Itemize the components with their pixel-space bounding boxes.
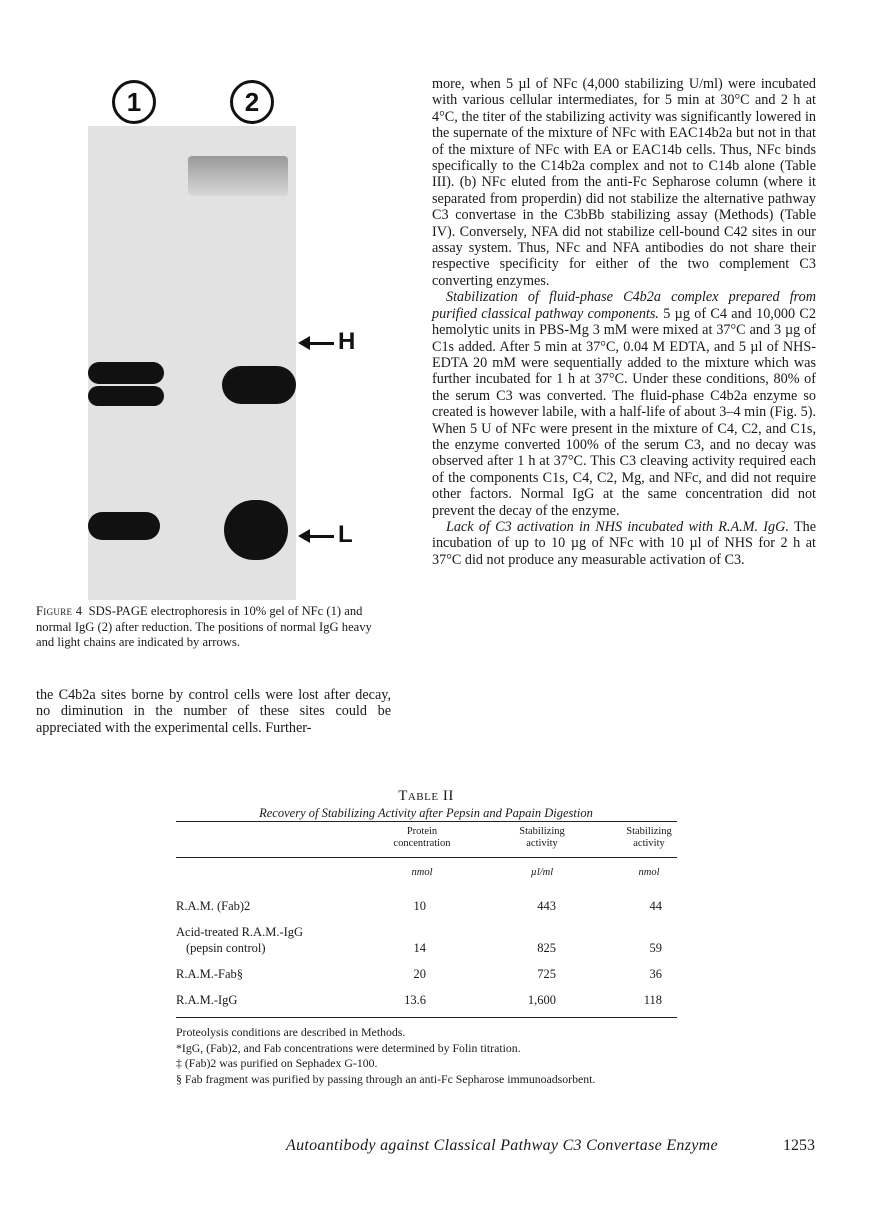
unit-nmol-activity: nmol bbox=[638, 867, 660, 878]
table-row-label: R.A.M.-IgG bbox=[176, 993, 238, 1007]
section-heading-stabilization: Stabilization of fluid-phase C4b2a complex prepared from purified classical pathway components. bbox=[432, 289, 816, 322]
table-title: Table II bbox=[398, 788, 454, 804]
unit-ul-per-ml: µl/ml bbox=[530, 867, 554, 878]
table-cell-activity-nmol: 118 bbox=[643, 993, 662, 1007]
table-cell-protein: 14 bbox=[413, 941, 426, 955]
lane-2-label: 2 bbox=[230, 80, 274, 124]
page-number: 1253 bbox=[783, 1137, 815, 1154]
right-paragraph-2 bbox=[432, 289, 816, 519]
table-row-label: R.A.M.-Fab§ bbox=[176, 967, 244, 981]
right-paragraph-2-body: 5 µg of C4 and 10,000 C2 hemolytic units in PBS-Mg 3 mM were mixed at 37°C and 3 µg of C1s added. After 5 min at 37°C, 0.04 M EDTA, and 5 µl of NHS-EDTA 20 mM were sequentially added to the mixture which was further incubated for 1 h at 37°C. Under these conditions, 80% of the serum C3 was converted. The fluid-phase C4b2a enzyme so created is however labile, with a half-life of about 3–4 min (Fig. 5). When 5 U of NFc were present in the mixture of C4, C2, and C1s, the enzyme converted 100% of the serum C3, and no decay was observed after 1 h at 37°C. This C3 cleaving activity required each of the components C1s, C4, C2, Mg, and NFc, and did not require other factors. Normal IgG at the same concentration did not prevent the decay of the enzyme. bbox=[432, 305, 816, 519]
table-cell-activity-nmol: 44 bbox=[649, 899, 662, 913]
footnote: § Fab fragment was purified by passing through an anti-Fc Sepharose immunoadsorbent. bbox=[176, 1071, 596, 1086]
lane-1-label: 1 bbox=[112, 80, 156, 124]
table-row-label: R.A.M. (Fab)2 bbox=[176, 899, 251, 913]
lane-1-heavy-band-a bbox=[88, 362, 164, 384]
table-cell-activity-ul: 1,600 bbox=[527, 993, 556, 1007]
header-stabilizing-activity-ul: Stabilizing activity bbox=[519, 826, 565, 849]
lane-1-light-band bbox=[88, 512, 160, 540]
header-stabilizing-activity-nmol: Stabilizing activity bbox=[626, 826, 672, 849]
gel-background bbox=[88, 126, 296, 600]
right-paragraph-3 bbox=[432, 519, 816, 568]
right-paragraph-3-body: The incubation of up to 10 µg of NFc with 10 µl of NHS for 2 h at 37°C did not produce any measurable activation of C3. bbox=[432, 518, 816, 568]
caption-label: Figure 4 bbox=[36, 604, 83, 618]
table-cell-protein: 13.6 bbox=[404, 993, 426, 1007]
table-footnotes bbox=[176, 1025, 681, 1087]
table-header-rule bbox=[176, 857, 677, 858]
table-cell-activity-ul: 443 bbox=[537, 899, 556, 913]
table-row-label-continued: (pepsin control) bbox=[186, 941, 266, 955]
table-cell-activity-nmol: 59 bbox=[649, 941, 662, 955]
unit-nmol-protein: nmol bbox=[411, 867, 433, 878]
right-column-text bbox=[432, 76, 816, 568]
table-cell-activity-nmol: 36 bbox=[649, 967, 662, 981]
footnote: ‡ (Fab)2 was purified on Sephadex G-100. bbox=[176, 1056, 378, 1070]
heavy-chain-label: H bbox=[338, 328, 356, 355]
caption-text: SDS-PAGE electrophoresis in 10% gel of NFc (1) and normal IgG (2) after reduction. The positions of normal IgG heavy and light chains are indicated by arrows. bbox=[36, 604, 372, 649]
left-column-text bbox=[36, 687, 391, 736]
table-cell-activity-ul: 825 bbox=[537, 941, 556, 955]
running-title: Autoantibody against Classical Pathway C3 Convertase Enzyme bbox=[286, 1137, 718, 1154]
light-chain-label: L bbox=[338, 521, 353, 548]
section-heading-lack-of-activation: Lack of C3 activation in NHS incubated with R.A.M. IgG. bbox=[446, 518, 789, 535]
figure-4-gel-image bbox=[84, 76, 394, 606]
table-cell-activity-ul: 725 bbox=[537, 967, 556, 981]
figure-caption bbox=[36, 604, 391, 651]
lane-2-light-band bbox=[224, 500, 288, 560]
table-top-rule bbox=[176, 821, 677, 822]
lane-2-upper-smear bbox=[188, 156, 288, 196]
header-protein-concentration: Protein concentration bbox=[393, 826, 451, 849]
heavy-arrow-line bbox=[308, 342, 334, 345]
lane-1-heavy-band-b bbox=[88, 386, 164, 406]
table-bottom-rule bbox=[176, 1017, 677, 1018]
left-paragraph: the C4b2a sites borne by control cells were lost after decay, no diminution in the number of these sites could be appreciated with the experimental cells. Further- bbox=[36, 687, 391, 736]
right-paragraph-1: more, when 5 µl of NFc (4,000 stabilizing U/ml) were incubated with various cellular intermediates, for 5 min at 30°C and 2 h at 4°C, the titer of the stabilizing activity was significantly lowered in the supernate of the mixture of NFc with EAC14b2a but not in that of the mixture of NFc with EA or EAC14b cells. Thus, NFc binds specifically to the C14b2a complex and not to C14b alone (Table III). (b) NFc eluted from the anti-Fc Sepharose column (where it separated from properdin) did not stabilize the alternative pathway C3 convertase in the C3bBb stabilizing assay (Methods) (Table IV). Conversely, NFA did not stabilize cell-bound C42 sites in our assay system. Thus, NFc and NFA antibodies do not share their respective specificity for either of the two complement C3 converting enzymes. bbox=[432, 76, 816, 289]
table-row-label: Acid-treated R.A.M.-IgG bbox=[176, 925, 304, 939]
table-cell-protein: 20 bbox=[413, 967, 426, 981]
footnote: Proteolysis conditions are described in Methods. bbox=[176, 1025, 406, 1039]
footnote: *IgG, (Fab)2, and Fab concentrations were determined by Folin titration. bbox=[176, 1040, 521, 1055]
lane-2-heavy-band bbox=[222, 366, 296, 404]
table-subtitle: Recovery of Stabilizing Activity after Pepsin and Papain Digestion bbox=[259, 806, 593, 820]
light-arrow-line bbox=[308, 535, 334, 538]
table-cell-protein: 10 bbox=[413, 899, 426, 913]
